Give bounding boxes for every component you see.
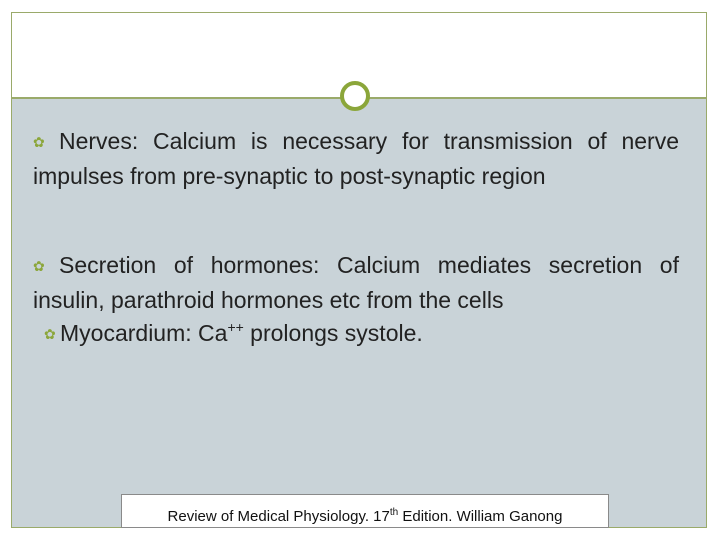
bullet-secretion-text: Secretion of hormones: Calcium mediates secretion of insulin, parathroid hormones etc from the cells [33,252,679,313]
bullet-myocardium-text-after: prolongs systole. [243,320,423,346]
ornate-bullet-icon: ✿ [33,258,45,274]
bullet-myocardium-superscript: ++ [227,319,244,335]
bullet-nerves [33,124,679,193]
citation-superscript: th [389,507,399,518]
citation-footer [121,494,609,528]
bullet-secretion [33,248,679,317]
ornate-bullet-icon: ✿ [33,134,45,150]
bullet-myocardium-text-before: Myocardium: Ca [60,320,228,346]
circle-ornament-icon [340,81,370,111]
citation-text-before: Review of Medical Physiology. 17 [167,508,390,525]
citation-text-after: Edition. William Ganong [398,508,563,525]
bullet-nerves-text: Nerves: Calcium is necessary for transmission of nerve impulses from pre-synaptic to post-synaptic region [33,128,679,189]
bullet-myocardium [44,310,664,351]
ornate-bullet-icon: ✿ [44,326,56,342]
